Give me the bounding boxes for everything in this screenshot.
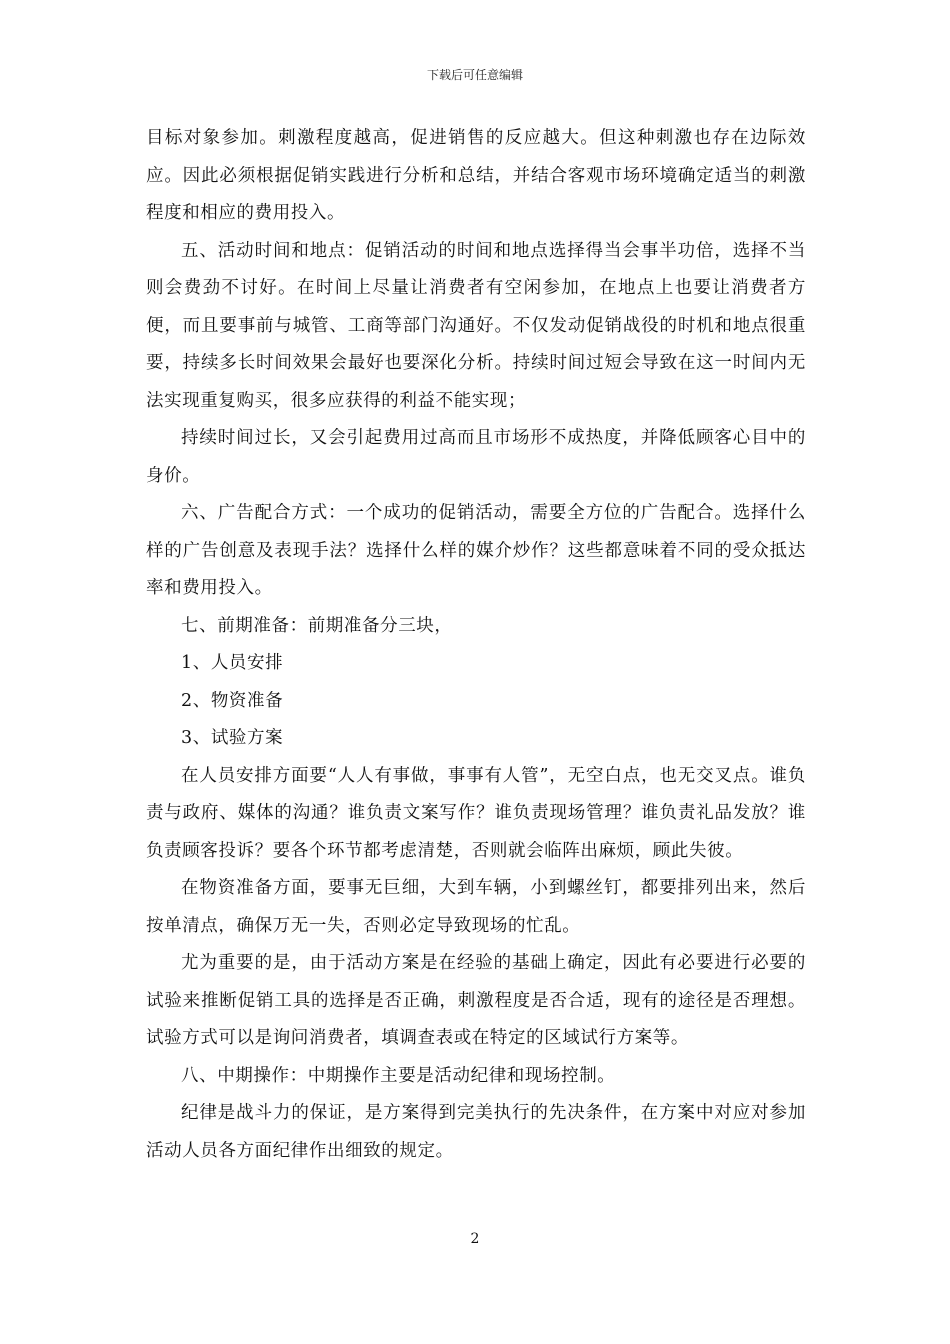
paragraph: 尤为重要的是，由于活动方案是在经验的基础上确定，因此有必要进行必要的试验来推断促销工具的选择是否正确，刺激程度是否合适，现有的途径是否理想。试验方式可以是询问消费者，填调查表或在特定的区域试行方案等。 [146, 953, 806, 1048]
paragraph: 在物资准备方面，要事无巨细，大到车辆，小到螺丝钉，都要排列出来，然后按单清点，确保万无一失，否则必定导致现场的忙乱。 [146, 878, 806, 936]
paragraph: 七、前期准备：前期准备分三块， [181, 615, 453, 636]
paragraph: 目标对象参加。刺激程度越高，促进销售的反应越大。但这种刺激也存在边际效应。因此必须根据促销实践进行分析和总结，并结合客观市场环境确定适当的刺激程度和相应的费用投入。 [146, 128, 806, 223]
paragraph: 在人员安排方面要“人人有事做，事事有人管”，无空白点，也无交叉点。谁负责与政府、媒体的沟通？谁负责文案写作？谁负责现场管理？谁负责礼品发放？谁负责顾客投诉？要各个环节都考虑清楚，否则就会临阵出麻烦，顾此失彼。 [146, 765, 806, 861]
paragraph: 纪律是战斗力的保证，是方案得到完美执行的先决条件，在方案中对应对参加活动人员各方面纪律作出细致的规定。 [146, 1103, 806, 1161]
list-item: 2、物资准备 [181, 690, 284, 711]
document-body [146, 120, 806, 1170]
paragraph: 五、活动时间和地点：促销活动的时间和地点选择得当会事半功倍，选择不当则会费劲不讨好。在时间上尽量让消费者有空闲参加，在地点上也要让消费者方便，而且要事前与城管、工商等部门沟通好。不仅发动促销战役的时机和地点很重要，持续多长时间效果会最好也要深化分析。持续时间过短会导致在这一时间内无法实现重复购买，很多应获得的利益不能实现； [146, 240, 806, 411]
list-item: 1、人员安排 [181, 653, 284, 673]
paragraph: 六、广告配合方式：一个成功的促销活动，需要全方位的广告配合。选择什么样的广告创意及表现手法？选择什么样的媒介炒作？这些都意味着不同的受众抵达率和费用投入。 [146, 503, 806, 598]
header-note: 下载后可任意编辑 [426, 68, 523, 82]
page-number: 2 [470, 1231, 480, 1247]
paragraph: 持续时间过长，又会引起费用过高而且市场形不成热度，并降低顾客心目中的身价。 [146, 428, 806, 486]
paragraph: 八、中期操作：中期操作主要是活动纪律和现场控制。 [181, 1065, 616, 1086]
list-item: 3、试验方案 [181, 728, 284, 748]
